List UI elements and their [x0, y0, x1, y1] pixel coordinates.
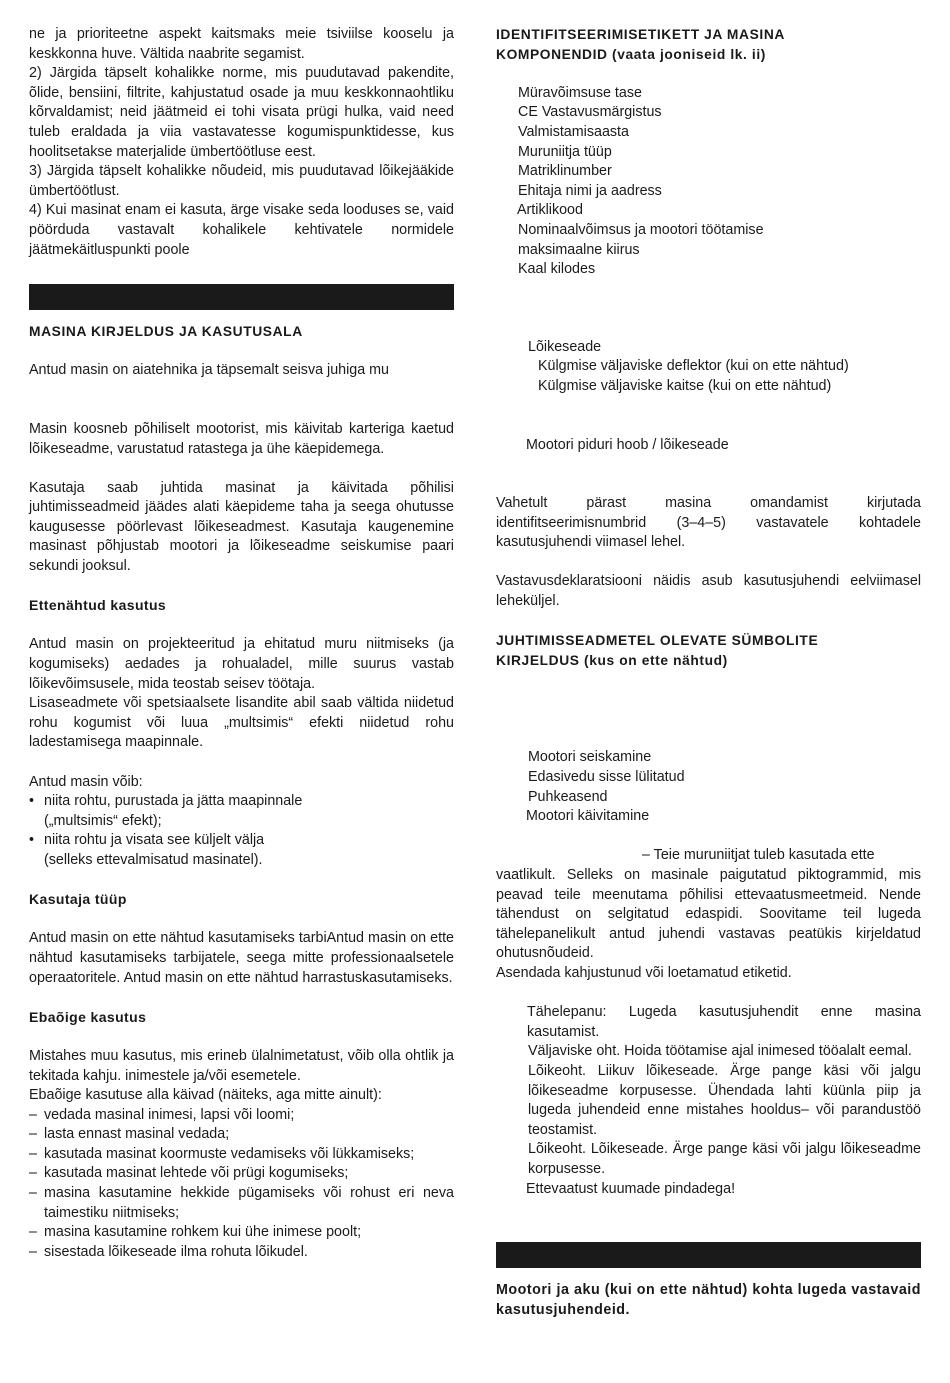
pictogram-item: Ettevaatust kuumade pindadega!	[526, 1180, 736, 1197]
list-item	[29, 1106, 454, 1126]
label-item: Kaal kilodes	[518, 261, 596, 278]
dash-mark: –	[29, 1106, 37, 1123]
can-do-intro: Antud masin võib:	[29, 773, 143, 790]
section-title: MASINA KIRJELDUS JA KASUTUSALA	[29, 324, 303, 340]
safety-lead: – Teie muruniitjat tuleb kasutada ette	[642, 847, 875, 864]
list-item	[29, 1243, 454, 1263]
intended-use-paragraph-1: Antud masin on projekteeritud ja ehitatud muru niitmiseks (ja kogumiseks) aedades ja rohualadel, mille suurus vastab lõikevõimsusele, mida teostab seisev töötaja.	[29, 636, 454, 692]
replace-labels-line: Asendada kahjustunud või loetamatud etiketid.	[496, 964, 792, 981]
list-item	[29, 1184, 454, 1223]
symbol-item: Puhkeasend	[528, 788, 608, 805]
list-item-text: masina kasutamine hekkide pügamiseks või rohust eri neva taimestiku niitmiseks;	[44, 1185, 454, 1221]
list-item	[29, 792, 454, 831]
pictogram-item: Lõikeoht. Liikuv lõikeseade. Ärge pange käsi või jalgu lõikeseadme korpusesse. Ühendada lahti küünla piip ja lugeda juhendeid enne mistahes hooldus– või parandustöö teostamist.	[528, 1062, 921, 1138]
label-item: Matriklinumber	[518, 163, 612, 180]
after-purchase-paragraph: Vahetult pärast masina omandamist kirjutada identifitseerimisnumbrid (3–4–5) vastavatele kohtadele kasutusjuhendi viimasel lehel.	[496, 495, 921, 551]
description-line: Antud masin on aiatehnika ja täpsemalt seisva juhiga mu	[29, 362, 390, 379]
user-type-paragraph: Antud masin on ette nähtud kasutamiseks tarbiAntud masin on ette nähtud kasutamiseks tarbijatele, seega mitte professionaalsetele operaatoritele. Antud masin on ette nähtud harrastuskasutamiseks.	[29, 930, 454, 986]
symbol-item: Mootori käivitamine	[526, 808, 650, 825]
description-paragraph: Masin koosneb põhiliselt mootorist, mis käivitab karteriga kaetud lõikeseadme, varustatud ratastega ja ühe käepidemega.	[29, 420, 454, 457]
list-item-text: niita rohtu, purustada ja jätta maapinnale	[44, 793, 303, 810]
improper-use-title: Ebaõige kasutus	[29, 1008, 147, 1025]
label-item: Nominaalvõimsus ja mootori töötamise	[518, 221, 764, 238]
label-item: Artiklikood	[517, 202, 583, 219]
symbols-title-line-1: JUHTIMISSEADMETEL OLEVATE SÜMBOLITE	[496, 633, 819, 649]
label-item: Müravõimsuse tase	[518, 84, 642, 101]
pictogram-item: Tähelepanu: Lugeda kasutusjuhendit enne masina kasutamist.	[527, 1004, 921, 1040]
list-item	[29, 831, 454, 870]
component-item: Lõikeseade	[528, 338, 602, 355]
label-item: CE Vastavusmärgistus	[518, 104, 662, 121]
left-column	[29, 25, 454, 1262]
dash-mark: –	[29, 1165, 37, 1182]
dash-mark: –	[29, 1145, 37, 1162]
label-item: Muruniitja tüüp	[518, 143, 612, 160]
section-divider-bar	[29, 284, 454, 310]
symbols-title-line-2: KIRJELDUS (kus on ette nähtud)	[496, 652, 728, 668]
identification-title-line-1: IDENTIFITSEERIMISETIKETT JA MASINA	[496, 27, 785, 42]
dash-mark: –	[29, 1126, 37, 1143]
list-item	[29, 1145, 454, 1165]
symbol-item: Mootori seiskamine	[528, 749, 652, 766]
intro-paragraph-3: 3) Järgida täpselt kohalikke nõudeid, mis puudutavad lõikejääkide ümbertöötlust.	[29, 163, 454, 199]
intro-paragraph-4: 4) Kui masinat enam ei kasuta, ärge visake seda looduses se, vaid pöörduda vastavalt kohalikele kehtivatele normidele jäätmekäitluspunkti poole	[29, 202, 454, 258]
list-item	[29, 1164, 454, 1184]
improper-use-intro: Ebaõige kasutuse alla käivad (näiteks, aga mitte ainult):	[29, 1087, 382, 1104]
list-item-text: sisestada lõikeseade ilma rohuta lõikudel.	[44, 1243, 308, 1260]
intro-paragraph-1: ne ja prioriteetne aspekt kaitsmaks meie tsiviilse kooselu ja keskkonna huve. Vältida naabrite segamist.	[29, 26, 454, 62]
list-item-text: kasutada masinat koormuste vedamiseks või lükkamiseks;	[44, 1145, 415, 1162]
component-item: Külgmise väljaviske kaitse (kui on ette nähtud)	[538, 377, 832, 394]
engine-note: Mootori ja aku (kui on ette nähtud) kohta lugeda vastavaid kasutusjuhendeid.	[496, 1282, 921, 1318]
improper-use-paragraph: Mistahes muu kasutus, mis erineb ülalnimetatust, võib olla ohtlik ja tekitada kahju. inimestele ja/või esemetele.	[29, 1047, 454, 1084]
label-item: Valmistamisaasta	[518, 123, 629, 140]
safety-paragraph: vaatlikult. Selleks on masinale paigutatud piktogrammid, mis peavad teile meenutama põhilisi ettevaatusmeetmeid. Nende tähendust on selgitatud edaspidi. Soovitame teil lugeda tähelepanelikult antud juhendi vastavas peatükis kirjeldatud ohutusnõudeid.	[496, 867, 921, 962]
list-item-text: masina kasutamine rohkem kui ühe inimese poolt;	[44, 1224, 362, 1241]
right-column	[496, 25, 921, 1320]
bullet-mark: •	[29, 832, 35, 849]
intro-paragraph-2: 2) Järgida täpselt kohalikke norme, mis puudutavad pakendite, õlide, bensiini, filtrite, kahjustatud osade ja muu keskkonnaohtliku kõrvaldamist; neid jäätmeid ei tohi visata prügi hulka, vaid need tuleb eraldada ja viia vastavatesse kogumispunktidesse, kus hoolitsetakse materjalide ümbertöötluse eest.	[29, 65, 454, 160]
dash-mark: –	[29, 1243, 37, 1260]
component-item: Külgmise väljaviske deflektor (kui on ette nähtud)	[538, 358, 849, 375]
label-item: maksimaalne kiirus	[518, 241, 640, 258]
dash-mark: –	[29, 1224, 37, 1241]
list-item-text: („multsimis“ efekt);	[44, 812, 162, 829]
symbol-item: Edasivedu sisse lülitatud	[528, 769, 685, 786]
intended-use-paragraph-2: Lisaseadmete või spetsiaalsete lisandite abil saab vältida niidetud rohu kogumist või luua „multsimis“ efekti niidetud rohu ladestamisega maapinnale.	[29, 695, 454, 751]
pictogram-item: Lõikeoht. Lõikeseade. Ärge pange käsi või jalgu lõikeseadme korpusesse.	[528, 1141, 921, 1177]
identification-title-line-2: KOMPONENDID (vaata jooniseid lk. ii)	[496, 46, 766, 62]
list-item-text: lasta ennast masinal vedada;	[44, 1126, 230, 1143]
label-item: Ehitaja nimi ja aadress	[518, 182, 662, 199]
pictogram-item: Väljaviske oht. Hoida töötamise ajal inimesed tööalalt eemal.	[528, 1043, 912, 1060]
user-type-title: Kasutaja tüüp	[29, 891, 127, 908]
list-item-text: niita rohtu ja visata see küljelt välja	[44, 832, 265, 849]
list-item-text: (selleks ettevalmisatud masinatel).	[44, 851, 263, 868]
operation-paragraph: Kasutaja saab juhtida masinat ja käivitada põhilisi juhtimisseadmeid jäädes alati käepideme taha ja seega ohutusse kaugusesse pöörlevast lõikeseadmest. Kasutaja kaugenemine masinast põhjustab mootori ja lõikeseadme seiskumise paari sekundi jooksul.	[29, 479, 454, 575]
list-item	[29, 1125, 454, 1145]
list-item	[29, 1223, 454, 1243]
intended-use-title: Ettenähtud kasutus	[29, 597, 167, 614]
bullet-mark: •	[29, 793, 35, 810]
list-item-text: vedada masinal inimesi, lapsi või loomi;	[44, 1106, 295, 1123]
dash-mark: –	[29, 1185, 37, 1202]
component-item: Mootori piduri hoob / lõikeseade	[526, 436, 729, 453]
section-divider-bar	[496, 1242, 921, 1268]
list-item-text: kasutada masinat lehtede või prügi kogumiseks;	[44, 1165, 349, 1182]
declaration-paragraph: Vastavusdeklaratsiooni näidis asub kasutusjuhendi eelviimasel leheküljel.	[496, 573, 921, 610]
